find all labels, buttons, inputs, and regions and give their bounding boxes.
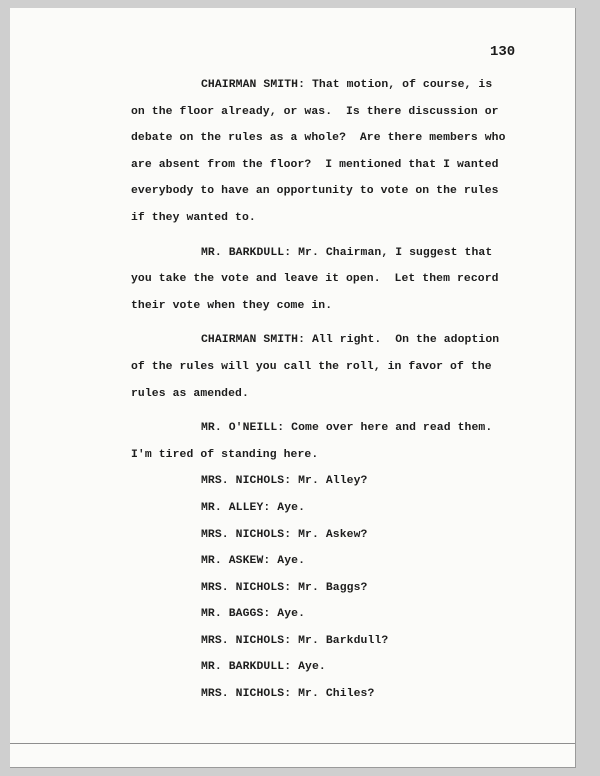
transcript-line: MR. BARKDULL: Aye. <box>201 661 326 674</box>
transcript-line: you take the vote and leave it open. Let them record <box>131 273 499 286</box>
transcript-line: MR. ALLEY: Aye. <box>201 501 306 514</box>
transcript-line: their vote when they come in. <box>131 299 333 312</box>
paragraph-gap <box>131 232 531 240</box>
transcript-line: MRS. NICHOLS: Mr. Alley? <box>201 475 368 488</box>
transcript-line: MRS. NICHOLS: Mr. Barkdull? <box>201 634 389 647</box>
transcript-line: are absent from the floor? I mentioned that I wanted <box>131 158 499 171</box>
transcript-line: MR. ASKEW: Aye. <box>201 555 306 568</box>
transcript-line: rules as amended. <box>131 387 249 400</box>
paragraph-gap <box>131 407 531 415</box>
transcript-line: on the floor already, or was. Is there discussion or <box>131 105 499 118</box>
transcript-line: MRS. NICHOLS: Mr. Baggs? <box>201 581 368 594</box>
transcript-line: MR. O'NEILL: Come over here and read them. <box>201 422 493 435</box>
transcript-line: MR. BAGGS: Aye. <box>201 608 306 621</box>
transcript-line: MRS. NICHOLS: Mr. Askew? <box>201 528 368 541</box>
transcript-body <box>131 72 531 708</box>
transcript-page <box>10 8 576 768</box>
transcript-line: debate on the rules as a whole? Are there members who <box>131 132 506 145</box>
transcript-line: CHAIRMAN SMITH: All right. On the adoption <box>201 334 500 347</box>
bottom-rule <box>10 743 575 744</box>
transcript-line: CHAIRMAN SMITH: That motion, of course, is <box>201 79 493 91</box>
paragraph-gap <box>131 319 531 327</box>
transcript-line: of the rules will you call the roll, in favor of the <box>131 360 492 373</box>
transcript-line: MR. BARKDULL: Mr. Chairman, I suggest that <box>201 246 493 259</box>
transcript-line: if they wanted to. <box>131 211 256 224</box>
page-number: 130 <box>490 44 516 60</box>
transcript-line: I'm tired of standing here. <box>131 448 319 461</box>
transcript-line: MRS. NICHOLS: Mr. Chiles? <box>201 688 375 701</box>
transcript-line: everybody to have an opportunity to vote on the rules <box>131 185 499 198</box>
